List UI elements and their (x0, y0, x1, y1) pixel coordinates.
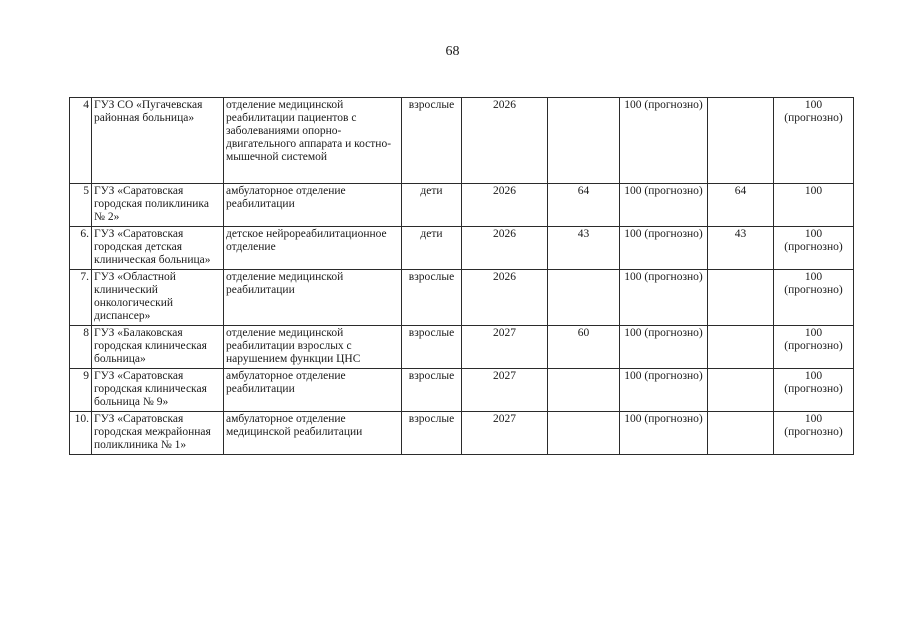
value-2-cell: 100 (прогнозно) (620, 412, 708, 455)
year-cell: 2026 (462, 227, 548, 270)
value-4-cell: 100 (прогнозно) (774, 369, 854, 412)
value-4-cell: 100 (прогнозно) (774, 326, 854, 369)
value-4-cell: 100 (прогнозно) (774, 270, 854, 326)
year-cell: 2026 (462, 270, 548, 326)
value-4-cell: 100 (прогнозно) (774, 227, 854, 270)
year-cell: 2027 (462, 326, 548, 369)
organization-cell: ГУЗ «Саратовская городская поликлиника № 2» (92, 184, 224, 227)
year-cell: 2027 (462, 369, 548, 412)
value-4-cell: 100 (прогнозно) (774, 98, 854, 184)
table-row (70, 98, 854, 184)
organization-cell: ГУЗ «Областной клинический онкологический диспансер» (92, 270, 224, 326)
organization-cell: ГУЗ «Саратовская городская детская клиническая больница» (92, 227, 224, 270)
row-number-cell: 10. (70, 412, 92, 455)
value-2-cell: 100 (прогнозно) (620, 369, 708, 412)
value-1-cell (548, 369, 620, 412)
table-body (70, 98, 854, 455)
patient-group-cell: взрослые (402, 326, 462, 369)
row-number-cell: 4 (70, 98, 92, 184)
department-cell: амбулаторное отделение реабилитации (224, 184, 402, 227)
department-cell: отделение медицинской реабилитации (224, 270, 402, 326)
value-3-cell: 43 (708, 227, 774, 270)
department-cell: амбулаторное отделение реабилитации (224, 369, 402, 412)
table-row (70, 227, 854, 270)
patient-group-cell: дети (402, 227, 462, 270)
patient-group-cell: дети (402, 184, 462, 227)
value-2-cell: 100 (прогнозно) (620, 270, 708, 326)
value-1-cell (548, 270, 620, 326)
department-cell: отделение медицинской реабилитации пациентов с заболеваниями опорно-двигательного аппарата и костно-мышечной системой (224, 98, 402, 184)
value-2-cell: 100 (прогнозно) (620, 227, 708, 270)
table-row (70, 184, 854, 227)
table-row (70, 270, 854, 326)
table-row (70, 326, 854, 369)
year-cell: 2026 (462, 184, 548, 227)
value-4-cell: 100 (прогнозно) (774, 412, 854, 455)
value-1-cell (548, 98, 620, 184)
page-number: 68 (445, 44, 460, 59)
year-cell: 2026 (462, 98, 548, 184)
organization-cell: ГУЗ «Саратовская городская межрайонная поликлиника № 1» (92, 412, 224, 455)
table-row (70, 369, 854, 412)
value-2-cell: 100 (прогнозно) (620, 326, 708, 369)
organization-cell: ГУЗ «Саратовская городская клиническая больница № 9» (92, 369, 224, 412)
value-1-cell (548, 412, 620, 455)
row-number-cell: 9 (70, 369, 92, 412)
value-2-cell: 100 (прогнозно) (620, 184, 708, 227)
organization-cell: ГУЗ «Балаковская городская клиническая больница» (92, 326, 224, 369)
value-2-cell: 100 (прогнозно) (620, 98, 708, 184)
patient-group-cell: взрослые (402, 369, 462, 412)
table-row (70, 412, 854, 455)
value-1-cell: 64 (548, 184, 620, 227)
department-cell: отделение медицинской реабилитации взрослых с нарушением функции ЦНС (224, 326, 402, 369)
department-cell: детское нейрореабилитационное отделение (224, 227, 402, 270)
value-3-cell (708, 270, 774, 326)
value-3-cell (708, 369, 774, 412)
value-4-cell: 100 (774, 184, 854, 227)
value-1-cell: 60 (548, 326, 620, 369)
value-3-cell (708, 412, 774, 455)
patient-group-cell: взрослые (402, 412, 462, 455)
patient-group-cell: взрослые (402, 270, 462, 326)
value-1-cell: 43 (548, 227, 620, 270)
rehabilitation-table (69, 97, 854, 455)
row-number-cell: 7. (70, 270, 92, 326)
department-cell: амбулаторное отделение медицинской реабилитации (224, 412, 402, 455)
year-cell: 2027 (462, 412, 548, 455)
organization-cell: ГУЗ СО «Пугачевская районная больница» (92, 98, 224, 184)
patient-group-cell: взрослые (402, 98, 462, 184)
value-3-cell (708, 98, 774, 184)
value-3-cell (708, 326, 774, 369)
row-number-cell: 8 (70, 326, 92, 369)
row-number-cell: 6. (70, 227, 92, 270)
value-3-cell: 64 (708, 184, 774, 227)
row-number-cell: 5 (70, 184, 92, 227)
